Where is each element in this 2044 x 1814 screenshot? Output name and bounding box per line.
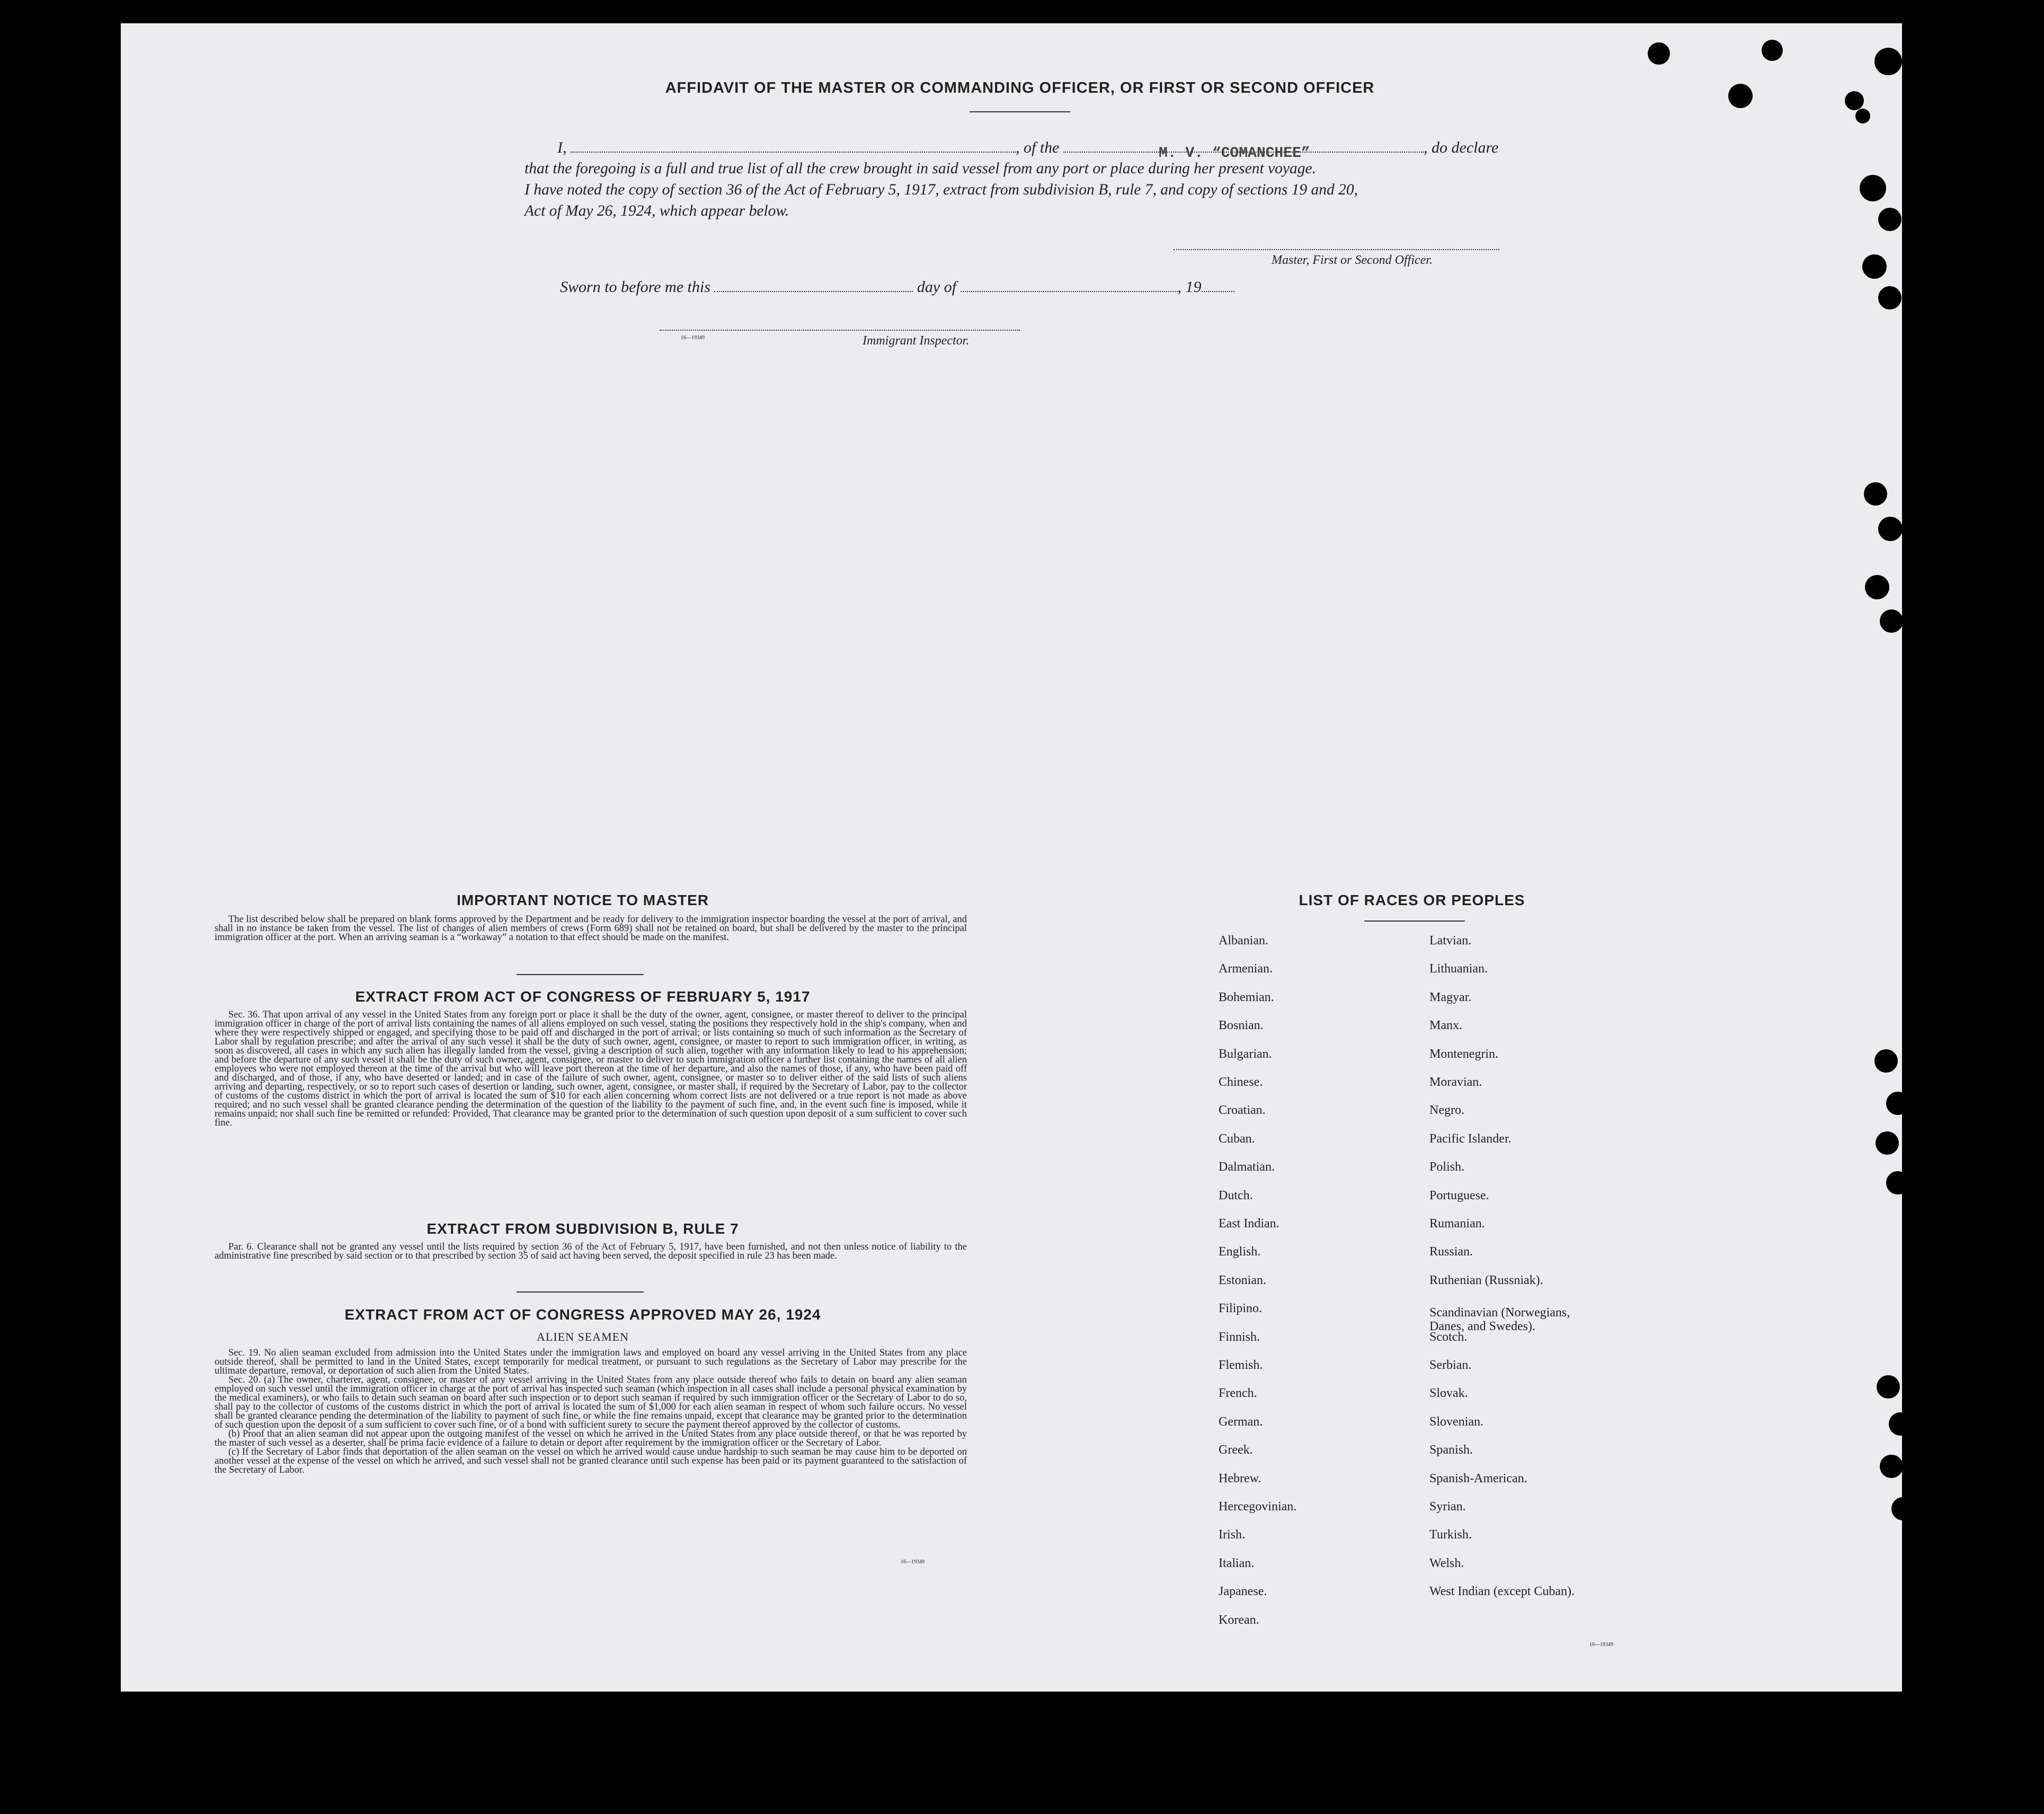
race-item: Hercegovinian.	[1219, 1500, 1297, 1514]
affidavit-title: AFFIDAVIT OF THE MASTER OR COMMANDING OFFICER, OR FIRST OR SECOND OFFICER	[665, 79, 1375, 96]
day-of-label: day of	[917, 278, 957, 296]
punch-hole	[1865, 575, 1889, 599]
vessel-blank	[1063, 145, 1424, 162]
punch-hole	[1880, 609, 1903, 633]
race-item: Magyar.	[1429, 990, 1472, 1004]
race-item: Irish.	[1219, 1528, 1245, 1542]
punch-hole	[1648, 42, 1670, 65]
race-item: Polish.	[1429, 1160, 1465, 1174]
punch-hole	[1855, 109, 1870, 123]
race-item: West Indian (except Cuban).	[1429, 1585, 1575, 1599]
affidavit-line3: I have noted the copy of section 36 of the Act of February 5, 1917, extract from subdivision B, rule 7, and copy of sections 19 and 20,	[525, 181, 1358, 198]
vessel-name-stamp: M. V. “COMANCHEE”	[1159, 145, 1310, 162]
section-20c-paragraph: (c) If the Secretary of Labor finds that deportation of the alien seaman on the vessel on which he arrived would cause undue hardship to such seaman he may cause him to be deported on another vessel at the expense of the vessel on which he arrived, and such vessel shall not be granted clearance until such expense has been paid or its payment guaranteed to the satisfaction of the Secretary of Labor.	[215, 1447, 967, 1475]
race-item: Japanese.	[1219, 1585, 1267, 1599]
race-item: Welsh.	[1429, 1556, 1464, 1570]
punch-hole	[1874, 48, 1902, 75]
punch-hole	[1862, 254, 1887, 279]
punch-hole	[1874, 1049, 1898, 1073]
alien-seamen-subtitle: ALIEN SEAMEN	[537, 1330, 629, 1343]
affidavit-line1	[557, 139, 1499, 162]
punch-hole	[1878, 286, 1901, 309]
punch-hole	[1889, 1412, 1912, 1436]
race-item: Albanian.	[1219, 934, 1268, 948]
punch-hole	[1860, 175, 1886, 201]
race-item: Russian.	[1429, 1245, 1473, 1259]
year-blank	[1202, 291, 1234, 292]
affidavit-title-rule	[970, 111, 1070, 112]
punch-hole	[1891, 1497, 1915, 1520]
sworn-line	[560, 278, 1234, 296]
master-signature-label: Master, First or Second Officer.	[1272, 253, 1433, 267]
extract-1924-title: EXTRACT FROM ACT OF CONGRESS APPROVED MAY 26, 1924	[344, 1306, 821, 1323]
punch-hole	[1728, 84, 1753, 108]
affidavit-line2: that the foregoing is a full and true list of all the crew brought in said vessel from any port or place during her present voyage.	[525, 160, 1316, 177]
inspector-signature-line	[660, 330, 1020, 331]
race-item: Bosnian.	[1219, 1019, 1264, 1033]
race-item: Chinese.	[1219, 1075, 1263, 1089]
section-19-paragraph: Sec. 19. No alien seaman excluded from admission into the United States under the immigration laws and employed on board any vessel arriving in the United States from any place outside thereof, shall be permitted to land in the United States, except temporarily for medical treatment, or pursuant to such regulations as the Secretary of Labor may prescribe for the ultimate departure, removal, or deportation of such alien from the United States.	[215, 1348, 967, 1376]
rule7-title: EXTRACT FROM SUBDIVISION B, RULE 7	[426, 1220, 739, 1237]
races-title-rule	[1364, 921, 1465, 922]
punch-hole	[1878, 517, 1903, 541]
punch-hole	[1878, 208, 1901, 231]
extract-1917-text	[215, 1011, 967, 1128]
race-item: Ruthenian (Russniak).	[1429, 1273, 1543, 1287]
affidavit-line4: Act of May 26, 1924, which appear below.	[525, 202, 789, 219]
punch-hole	[1762, 40, 1783, 61]
race-item: Turkish.	[1429, 1528, 1472, 1542]
affidavit-i-label: I,	[557, 139, 567, 156]
race-item: Cuban.	[1219, 1131, 1255, 1146]
race-item: Filipino.	[1219, 1302, 1263, 1316]
race-item: Estonian.	[1219, 1273, 1266, 1287]
sworn-label: Sworn to before me this	[560, 278, 710, 296]
race-item: Montenegrin.	[1429, 1047, 1498, 1061]
race-item: Flemish.	[1219, 1358, 1263, 1372]
punch-hole	[1864, 482, 1887, 506]
race-item: Pacific Islander.	[1429, 1131, 1512, 1146]
affidavit-form-number: 16—19349	[681, 335, 705, 341]
notice-text	[215, 915, 967, 942]
race-item: Scotch.	[1429, 1330, 1468, 1344]
race-item: Negro.	[1429, 1103, 1464, 1118]
inspector-signature-label: Immigrant Inspector.	[863, 334, 970, 348]
section-36-paragraph: Sec. 36. That upon arrival of any vessel in the United States from any foreign port or place it shall be the duty of the owner, agent, consignee, or master thereof to deliver to the principal immigration officer in charge of the port of arrival lists containing the names of all aliens employed on such vessel, stating the positions they respectively hold in the ship's company, when and where they were respectively shipped or engaged, and specifying those to be paid off and discharged in the port of arrival; or lists containing so much of such information as the Secretary of Labor shall by regulation prescribe; and after the arrival of any such vessel it shall be the duty of such owner, agent, consignee, or master to report to such immigration officer, in writing, as soon as discovered, all cases in which any such alien has illegally landed from the vessel, giving a description of such alien, together with any information likely to lead to his apprehension; and before the departure of any such vessel it shall be the duty of such owner, agent, consignee, or master to deliver to such immigration officer a further list containing the names of all alien employees who were not employed thereon at the time of the arrival but who will leave port thereon at the time of her departure, and also the names of those, if any, who have been paid off and discharged, and of those, if any, who have deserted or landed; and in case of the failure of such owner, agent, consignee, or master so to deliver either of the said lists of such aliens arriving and departing, respectively, or so to report such cases of desertion or landing, such owner, agent, consignee, or master shall, if required by the Secretary of Labor, pay to the collector of customs of the customs district in which the port of arrival is located the sum of $10 for each alien concerning whom correct lists are not delivered or a true report is not made as above required; and no such vessel shall be granted clearance pending the determination of the question of the liability to the payment of such fine, and, in the event such fine is imposed, while it remains unpaid; nor shall such fine be remitted or refunded: Provided, That clearance may be granted prior to the determination of such question upon deposit of a sum sufficient to cover such fine.	[215, 1010, 967, 1128]
race-item: Hebrew.	[1219, 1471, 1261, 1485]
rule7-paragraph: Par. 6. Clearance shall not be granted any vessel until the lists required by section 36 of the Act of February 5, 1917, have been furnished, and not then unless notice of liability to the administrative fine prescribed by said section or to that prescribed by section 35 of said act having been served, the deposit specified in rule 23 has been made.	[215, 1242, 967, 1261]
name-blank	[571, 152, 1016, 153]
extract-1924-text	[215, 1349, 967, 1475]
race-item: Serbian.	[1429, 1358, 1472, 1372]
race-item: Bohemian.	[1219, 990, 1274, 1004]
race-item: Dutch.	[1219, 1188, 1253, 1202]
punch-hole	[1876, 1131, 1899, 1155]
race-item: Scandinavian (Norwegians,	[1429, 1306, 1570, 1320]
race-item: Danes, and Swedes).	[1429, 1320, 1535, 1334]
extract-1917-title: EXTRACT FROM ACT OF CONGRESS OF FEBRUARY 5, 1917	[355, 988, 811, 1005]
sworn-day-blank	[714, 291, 913, 292]
punch-hole	[1880, 1455, 1903, 1478]
extract-1924-form-number: 16—19349	[901, 1559, 925, 1565]
race-item: Slovenian.	[1429, 1414, 1483, 1429]
punch-hole	[1886, 1092, 1909, 1115]
race-item: Latvian.	[1429, 934, 1472, 948]
sworn-month-blank	[961, 291, 1178, 292]
punch-hole	[1845, 91, 1864, 110]
rule7-text	[215, 1243, 967, 1261]
race-item: Italian.	[1219, 1556, 1255, 1570]
race-item: Spanish-American.	[1429, 1471, 1527, 1485]
races-form-number: 16—19349	[1589, 1642, 1613, 1648]
notice-rule	[517, 974, 644, 975]
race-item: Lithuanian.	[1429, 962, 1488, 976]
punch-hole	[1886, 1171, 1909, 1194]
section-20a-paragraph: Sec. 20. (a) The owner, charterer, agent, consignee, or master of any vessel arriving in the United States from any place outside thereof who fails to detain on board any alien seaman employed on such vessel until the immigration officer in charge at the port of arrival has inspected such seaman (which inspection in all cases shall include a personal physical examination by the medical examiners), or who fails to detain such seaman on board after such inspection or to deport such seaman if required by such immigration officer or the Secretary of Labor to do so, shall pay to the collector of customs of the customs district in which the port of arrival is located the sum of $1,000 for each alien seaman in respect of whom such failure occurs. No vessel shall be granted clearance pending the determination of the liability to payment of such fine, or while the fine remains unpaid, except that clearance may be granted prior to the determination of such question upon the deposit of a sum sufficient to cover such fine, or of a bond with sufficient surety to secure the payment thereof approved by the collector of customs.	[215, 1375, 967, 1430]
race-item: Korean.	[1219, 1613, 1259, 1627]
race-item: Greek.	[1219, 1443, 1253, 1457]
race-item: Manx.	[1429, 1019, 1462, 1033]
race-item: Rumanian.	[1429, 1217, 1485, 1231]
race-item: Portuguese.	[1429, 1188, 1489, 1202]
race-item: Armenian.	[1219, 962, 1273, 976]
notice-title: IMPORTANT NOTICE TO MASTER	[456, 892, 709, 908]
race-item: Finnish.	[1219, 1330, 1260, 1344]
punch-hole	[1877, 1375, 1900, 1399]
race-item: German.	[1219, 1414, 1263, 1429]
master-signature-line	[1174, 249, 1499, 250]
rule7-rule	[517, 1291, 644, 1293]
race-item: Slovak.	[1429, 1386, 1468, 1401]
race-item: Dalmatian.	[1219, 1160, 1275, 1174]
race-item: Spanish.	[1429, 1443, 1473, 1457]
race-item: East Indian.	[1219, 1217, 1279, 1231]
of-the-label: , of the	[1016, 139, 1060, 156]
race-item: Croatian.	[1219, 1103, 1266, 1118]
year-prefix: , 19	[1177, 278, 1202, 296]
do-declare-label: , do declare	[1424, 139, 1499, 156]
race-item: French.	[1219, 1386, 1257, 1401]
race-item: Moravian.	[1429, 1075, 1482, 1089]
race-item: Syrian.	[1429, 1500, 1466, 1514]
race-item: English.	[1219, 1245, 1261, 1259]
races-title: LIST OF RACES OR PEOPLES	[1299, 892, 1525, 908]
race-item: Bulgarian.	[1219, 1047, 1272, 1061]
section-20b-paragraph: (b) Proof that an alien seaman did not appear upon the outgoing manifest of the vessel on which he arrived in the United States from any place outside thereof, or that he was reported by the master of such vessel as a deserter, shall be prima facie evidence of a failure to detain or deport after requirement by the immigration officer or the Secretary of Labor.	[215, 1429, 967, 1448]
notice-paragraph: The list described below shall be prepared on blank forms approved by the Department and be ready for delivery to the immigration inspector boarding the vessel at the port of arrival, and shall in no instance be taken from the vessel. The list of changes of alien members of crews (Form 689) shall not be retained on board, but shall be delivered by the master to the principal immigration officer at the port. When an arriving seaman is a “workaway” a notation to that effect should be made on the manifest.	[215, 914, 967, 943]
